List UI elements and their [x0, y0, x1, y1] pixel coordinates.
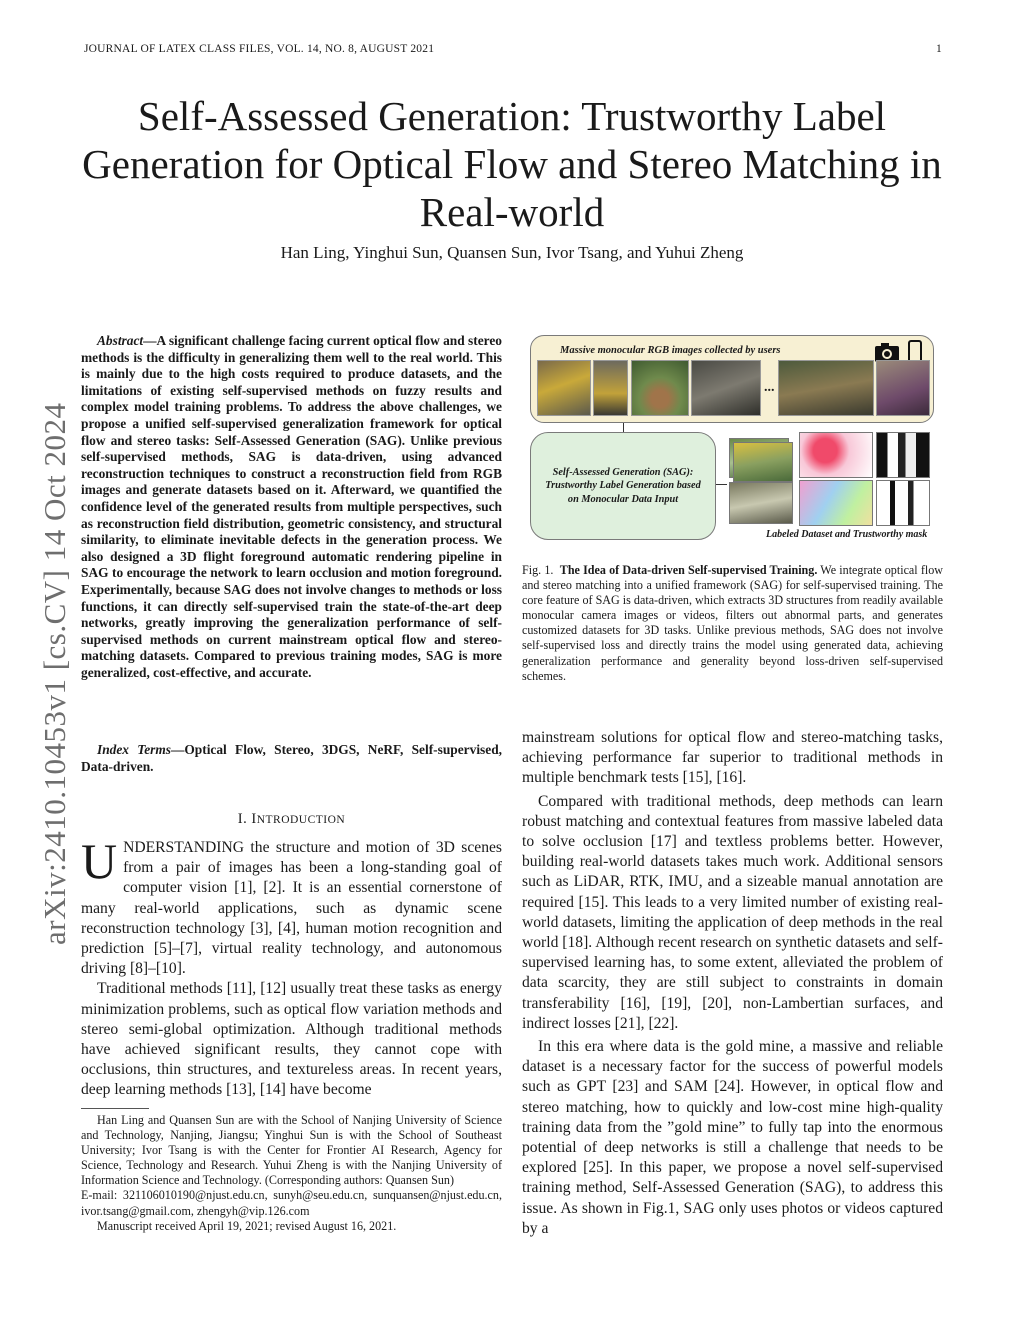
right-column-body — [522, 728, 943, 1242]
sag-box: Self-Assessed Generation (SAG): Trustworthy Label Generation based on Monocular Data Input — [530, 432, 716, 540]
index-terms-text: —Optical Flow, Stereo, 3DGS, NeRF, Self-supervised, Data-driven. — [81, 742, 502, 774]
caption-text: We integrate optical flow and stereo matching into a unified framework (SAG) for self-supervised training. The core feature of SAG is data-driven, which extracts 3D structures from readily available monocular camera images or videos, filters out abnormal parts, and generates customized datasets for 3D tasks. Unlike previous methods, SAG does not involve self-supervised loss and directly trains the model using generated data, achieving generalization performance and generality beyond loss-driven self-supervised schemes. — [522, 563, 943, 683]
intro-body — [81, 833, 502, 1101]
abstract — [81, 333, 502, 681]
figure-caption — [522, 563, 943, 684]
figure-bottom-label: Labeled Dataset and Trustworthy mask — [766, 529, 928, 540]
intro-paragraph-1 — [81, 833, 502, 979]
section-title-rest: NTRODUCTION — [256, 814, 346, 826]
user-photo-2 — [593, 360, 628, 416]
caption-number: Fig. 1. — [522, 563, 554, 577]
arrow-right — [716, 484, 727, 485]
arrow-down — [623, 423, 624, 432]
right-paragraph-2 — [522, 792, 943, 1034]
arxiv-stamp: arXiv:2410.10453v1 [cs.CV] 14 Oct 2024 — [37, 402, 72, 945]
running-header: JOURNAL OF LATEX CLASS FILES, VOL. 14, NO. 8, AUGUST 2021 — [84, 43, 435, 55]
more-images-ellipsis: ... — [764, 380, 775, 395]
output-mask-2 — [876, 480, 930, 526]
drop-cap: U — [81, 833, 118, 889]
intro-p1-text: the structure and motion of 3D scenes from a pair of images has been a long-standing goal of computer vision [1], [2]. It is an essential cornerstone of many real-world applications, such as dynamic scene reconstruction technology [3], [4], human motion recognition and prediction [5]–[7], virtual reality technology, and autonomous driving [8]–[10]. — [81, 839, 502, 978]
intro-paragraph-2 — [81, 979, 502, 1100]
right-paragraph-1: mainstream solutions for optical flow and stereo-matching tasks, achieving performance far superior to traditional methods in multiple benchmark tests [15], [16]. — [522, 729, 943, 787]
user-photo-3 — [631, 360, 689, 416]
output-rgb-1b — [733, 442, 793, 482]
intro-p2-text: Traditional methods [11], [12] usually treat these tasks as energy minimization problems, such as optical flow variation methods and stereo semi-global optimization. Although traditional methods have achieved significant results, they cannot cope with occlusions, thin structures, and textureless areas. In recent years, deep learning methods [13], [14] have become — [81, 980, 502, 1099]
right-paragraph-2-text: Compared with traditional methods, deep methods can learn robust matching and contextual features from massive labeled data to solve occlusion [17] and textless problems better. However, building real-world datasets takes much work. Additional sensors such as LiDAR, RTK, IMU, and a sizeable manual annotation are required [15]. This leads to a very limited number of existing real-world datasets, limiting the application of deep methods in the real world [18]. Although recent research on synthetic datasets and self-supervised learning has, to some extent, alleviated the problem of data scarcity, they are still subject to constraints in domain transferability [16], [19], [20], non-Lambertian surfaces, and indirect losses [21], [22]. — [522, 792, 943, 1032]
caption-title: The Idea of Data-driven Self-supervised Training. — [559, 563, 818, 577]
footnote-received — [81, 1219, 502, 1234]
abstract-label: Abstract — [97, 333, 144, 348]
footnote-affiliations — [81, 1113, 502, 1188]
figure-top-label: Massive monocular RGB images collected by users — [560, 345, 781, 356]
index-terms — [81, 742, 502, 775]
user-photo-6 — [876, 360, 930, 416]
footnote-received-text: Manuscript received April 19, 2021; revised August 16, 2021. — [97, 1218, 397, 1233]
output-flow-1 — [799, 432, 873, 478]
section-heading — [81, 811, 502, 828]
paper-title: Self-Assessed Generation: Trustworthy Label Generation for Optical Flow and Stereo Matching in Real-world — [82, 93, 942, 235]
intro-caps: NDERSTANDING — [123, 839, 245, 856]
output-mask-1 — [876, 432, 930, 478]
user-photo-1 — [537, 360, 591, 416]
page-number: 1 — [936, 43, 942, 55]
author-list: Han Ling, Yinghui Sun, Quansen Sun, Ivor Tsang, and Yuhui Zheng — [280, 243, 744, 262]
index-terms-label: Index Terms — [97, 742, 171, 757]
section-title-first: I — [251, 811, 257, 827]
right-paragraph-3 — [522, 1037, 943, 1239]
output-flow-2 — [799, 480, 873, 526]
footnote-affiliations-text: Han Ling and Quansen Sun are with the School of Nanjing University of Science and Technology, Nanjing, Jiangsu; Yinghui Sun is with the School of Southeast University; Ivor Tsang is with the Center for Frontier AI Research, Agency for Science, Technology and Research. Yuhui Zheng is with the Nanjing University of Information Science and Technology. (Corresponding authors: Quansen Sun) — [81, 1113, 502, 1188]
footnote-email: E-mail: 321106010190@njust.edu.cn, sunyh@seu.edu.cn, sunquansen@njust.edu.cn, ivor.tsang@gmail.com, zhengyh@vip.126.com — [81, 1188, 502, 1218]
footnote-rule — [81, 1108, 149, 1109]
right-paragraph-3-text: In this era where data is the gold mine, a massive and reliable dataset is a necessary factor for the success of powerful models such as GPT [23] and SAM [24]. However, in optical flow and stereo matching, how to quickly and low-cost mine high-quality training data from the ”gold mine” to fully tap into the enormous potential of deep networks is still a challenge that needs to be explored [25]. In this paper, we propose a novel self-supervised training method, Self-Assessed Generation (SAG), to address this issue. As shown in Fig.1, SAG only uses photos or videos captured by a — [522, 1038, 943, 1237]
user-photo-5 — [778, 360, 874, 416]
footnote — [81, 1113, 502, 1234]
user-photo-4 — [691, 360, 761, 416]
section-number: I. — [237, 811, 248, 827]
output-rgb-2 — [729, 482, 793, 524]
abstract-text: —A significant challenge facing current optical flow and stereo methods is the difficulty in generalizing them well to the real world. This is mainly due to the high costs required to produce datasets, and the limitations of existing self-supervised methods on fuzzy results and complex model training problems. To address the above challenges, we propose a unified self-supervised generalization framework for optical flow and stereo tasks: Self-Assessed Generation (SAG). Unlike previous self-supervised methods, SAG is data-driven, using advanced reconstruction techniques to construct a reconstruction field from RGB images and generate datasets based on it. Afterward, we quantified the confidence level of the generated results from multiple perspectives, such as reconstruction field distribution, geometric consistency, and structural similarity, to eliminate inevitable defects in the generation process. We also designed a 3D flight foreground automatic rendering pipeline in SAG to encourage the network to learn occlusion and motion foreground. Experimentally, because SAG does not involve changes to methods or loss functions, it can directly self-supervised train the state-of-the-art deep networks, greatly improving the generalization performance of self-supervised methods on current mainstream optical flow and stereo-matching datasets. Compared to previous training modes, SAG is more generalized, cost-effective, and accurate. — [81, 333, 502, 680]
